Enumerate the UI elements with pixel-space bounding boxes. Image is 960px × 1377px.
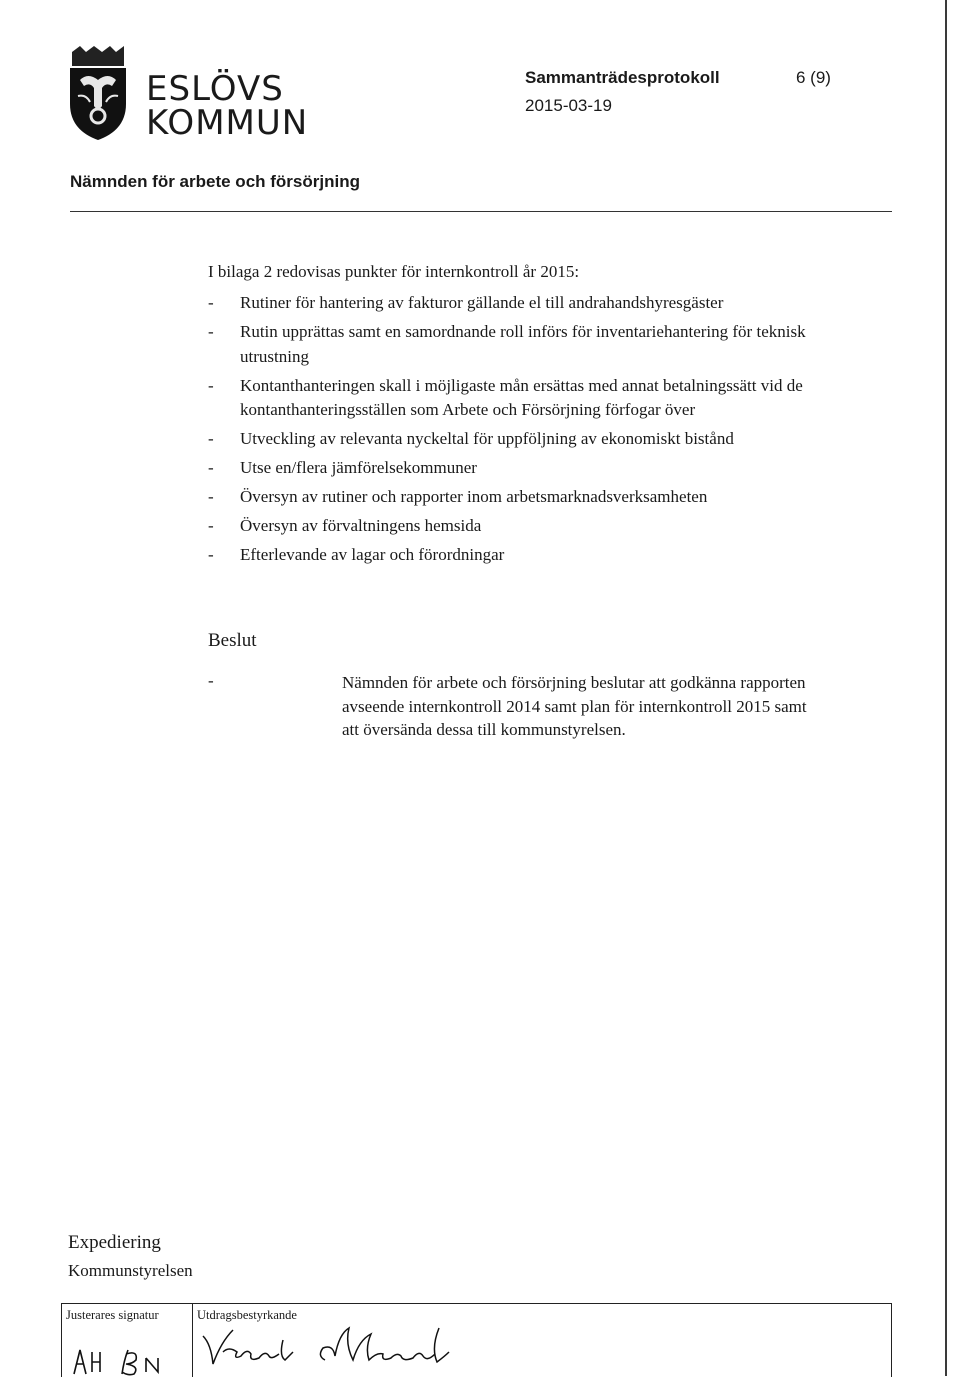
list-dash: - <box>208 375 214 395</box>
municipality-name-line2: KOMMUN <box>146 103 309 143</box>
page-edge-line <box>945 0 947 1376</box>
distribution-recipient: Kommunstyrelsen <box>68 1261 193 1280</box>
adjuster-initials-handwritten <box>62 1304 193 1377</box>
list-dash: - <box>208 458 214 477</box>
list-item-text: Kontanthanteringen skall i möjligaste mån ersättas med annat betalningssätt vid de kontanthanteringsställen som Arbete och Försörjning förfogar över <box>240 375 803 419</box>
list-item-text: Översyn av rutiner och rapporter inom arbetsmarknadsverksamheten <box>240 487 708 506</box>
list-item-text: Utse en/flera jämförelsekommuner <box>240 458 477 477</box>
list-dash: - <box>208 322 214 341</box>
distribution-heading: Expediering <box>68 1232 161 1253</box>
municipality-wordmark <box>146 69 309 143</box>
municipal-crest-logo <box>66 46 130 140</box>
certification-signature-handwritten <box>193 1304 891 1377</box>
list-item-text: Utveckling av relevanta nyckeltal för uppföljning av ekonomiskt bistånd <box>240 429 734 448</box>
internal-control-list <box>208 291 848 572</box>
decision-heading: Beslut <box>208 630 257 651</box>
page-number: 6 (9) <box>796 68 831 87</box>
intro-paragraph: I bilaga 2 redovisas punkter för internkontroll år 2015: <box>208 262 580 281</box>
header-divider <box>70 211 892 212</box>
list-item <box>208 320 848 369</box>
adjuster-signature-label: Justerares signatur <box>66 1308 159 1322</box>
list-dash: - <box>208 516 214 535</box>
certification-signature-label: Utdragsbestyrkande <box>197 1308 297 1322</box>
list-dash: - <box>208 293 214 312</box>
list-item <box>208 543 848 568</box>
certification-signature-box <box>192 1303 892 1377</box>
committee-name: Nämnden för arbete och försörjning <box>70 172 360 191</box>
list-item <box>208 374 848 423</box>
list-item-text: Efterlevande av lagar och förordningar <box>240 545 505 564</box>
list-item <box>208 427 848 452</box>
list-dash: - <box>208 429 214 448</box>
municipality-name-line1: ESLÖVS <box>146 69 284 109</box>
list-item <box>208 456 848 481</box>
list-item <box>208 485 848 510</box>
list-item-text: Rutin upprättas samt en samordnande roll införs för inventariehantering för teknisk utrustning <box>240 322 806 366</box>
document-title: Sammanträdesprotokoll <box>525 68 720 87</box>
adjuster-signature-box <box>61 1303 193 1377</box>
document-date: 2015-03-19 <box>525 96 612 115</box>
list-item-text: Översyn av förvaltningens hemsida <box>240 516 482 535</box>
list-item <box>208 514 848 539</box>
list-dash: - <box>208 487 214 506</box>
list-item-text: Rutiner för hantering av fakturor gällande el till andrahandshyresgäster <box>240 293 724 312</box>
decision-dash: - <box>208 671 214 690</box>
list-item <box>208 291 848 316</box>
decision-text: Nämnden för arbete och försörjning beslutar att godkänna rapporten avseende internkontroll 2014 samt plan för internkontroll 2015 samt att översända dessa till kommunstyrelsen. <box>342 673 807 739</box>
list-dash: - <box>208 545 214 564</box>
